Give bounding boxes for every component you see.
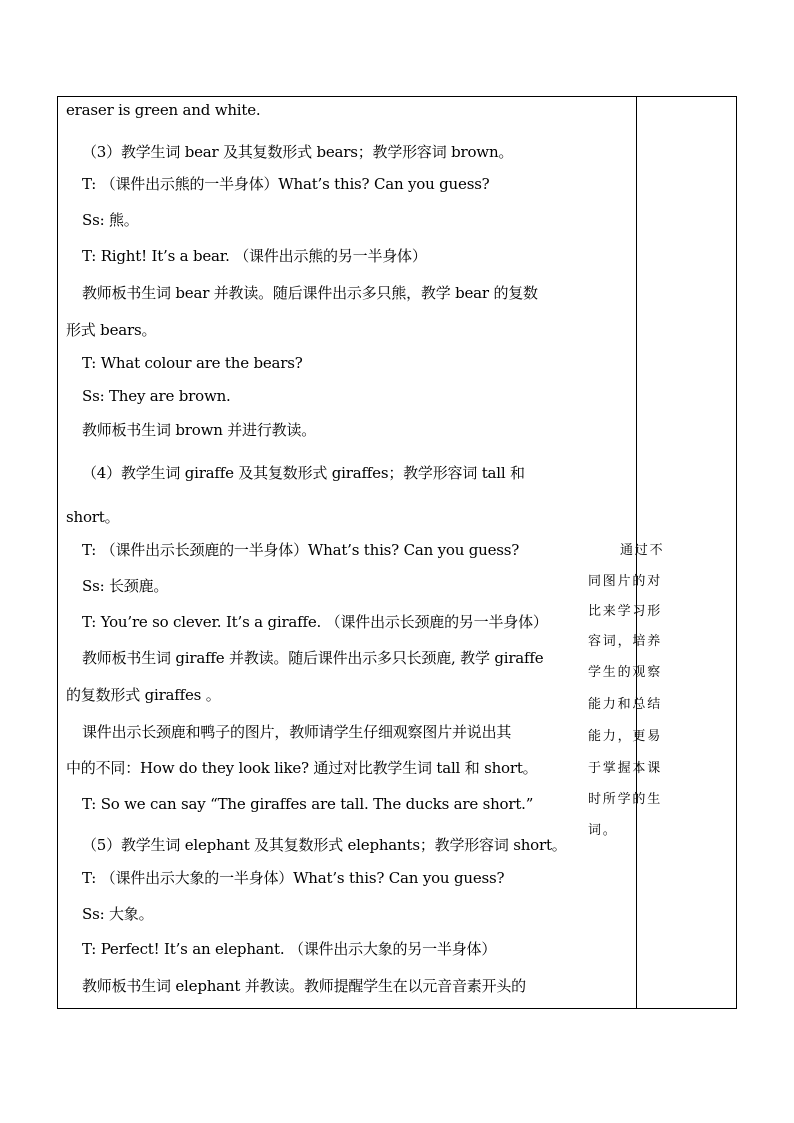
side-text-line: 通过不 <box>620 543 665 558</box>
text-line: T: You’re so clever. It’s a giraffe. （课件出示长颈鹿的另一半身体） <box>82 613 548 631</box>
text-line: （5）教学生词 elephant 及其复数形式 elephants；教学形容词 short。 <box>82 836 567 854</box>
text-line: （3）教学生词 bear 及其复数形式 bears；教学形容词 brown。 <box>82 143 514 161</box>
text-line: T: （课件出示大象的一半身体）What’s this? Can you guess? <box>82 869 505 887</box>
side-text-line: 容词，培养 <box>588 634 663 649</box>
teaching-process-cell <box>58 97 636 1008</box>
text-line: （4）教学生词 giraffe 及其复数形式 giraffes；教学形容词 tall 和 <box>82 464 525 482</box>
side-text-line: 学生的观察 <box>588 665 663 680</box>
text-line: 的复数形式 giraffes 。 <box>66 686 221 704</box>
text-line: 形式 bears。 <box>66 321 157 339</box>
text-line: Ss: 熊。 <box>82 211 139 229</box>
side-text-line: 于掌握本课 <box>588 761 663 776</box>
text-line: T: What colour are the bears? <box>82 354 303 372</box>
side-text-line: 同图片的对 <box>588 574 663 589</box>
text-line: T: Perfect! It’s an elephant. （课件出示大象的另一半身体） <box>82 940 497 958</box>
side-text-line: 比来学习形 <box>588 604 663 619</box>
text-line: 教师板书生词 elephant 并教读。教师提醒学生在以元音音素开头的 <box>82 977 526 995</box>
text-line: T: （课件出示熊的一半身体）What’s this? Can you guess? <box>82 175 490 193</box>
side-text-line: 时所学的生 <box>588 792 663 807</box>
text-line: eraser is green and white. <box>66 101 261 119</box>
text-line: 教师板书生词 bear 并教读。随后课件出示多只熊，教学 bear 的复数 <box>82 284 538 302</box>
side-text-line: 能力，更易 <box>588 729 663 744</box>
text-line: short。 <box>66 508 120 526</box>
side-text-line: 能力和总结 <box>588 697 663 712</box>
text-line: Ss: They are brown. <box>82 387 231 405</box>
text-line: T: So we can say “The giraffes are tall. The ducks are short.” <box>82 795 534 813</box>
text-line: 教师板书生词 giraffe 并教读。随后课件出示多只长颈鹿, 教学 giraffe <box>82 649 544 667</box>
text-line: T: Right! It’s a bear. （课件出示熊的另一半身体） <box>82 247 427 265</box>
text-line: 课件出示长颈鹿和鸭子的图片，教师请学生仔细观察图片并说出其 <box>82 723 512 741</box>
text-line: T: （课件出示长颈鹿的一半身体）What’s this? Can you guess? <box>82 541 520 559</box>
side-text-line: 词。 <box>588 823 618 838</box>
text-line: 中的不同：How do they look like? 通过对比教学生词 tall 和 short。 <box>66 759 538 777</box>
text-line: 教师板书生词 brown 并进行教读。 <box>82 421 317 439</box>
text-line: Ss: 大象。 <box>82 905 154 923</box>
text-line: Ss: 长颈鹿。 <box>82 577 169 595</box>
